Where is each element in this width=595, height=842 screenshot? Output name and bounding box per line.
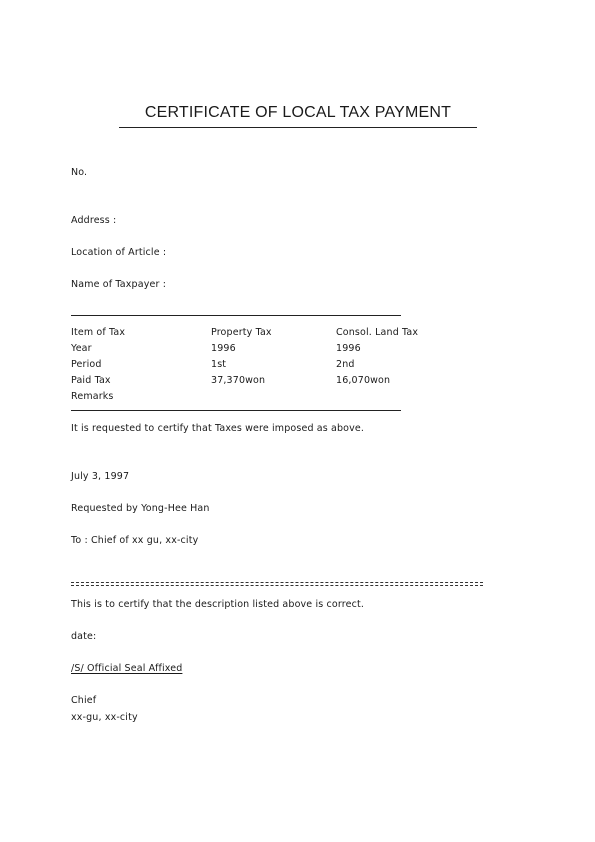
row-label-item-of-tax: Item of Tax — [71, 327, 126, 338]
section-divider — [71, 581, 483, 588]
row-label-period: Period — [71, 359, 102, 370]
land-tax-period: 2nd — [336, 359, 355, 370]
header-property-tax: Property Tax — [211, 327, 272, 338]
property-tax-year: 1996 — [211, 343, 236, 354]
document-title: CERTIFICATE OF LOCAL TAX PAYMENT — [144, 104, 452, 121]
row-label-paid-tax: Paid Tax — [71, 375, 111, 386]
title-underline — [119, 127, 477, 128]
official-office: xx-gu, xx-city — [71, 712, 138, 723]
request-statement: It is requested to certify that Taxes were imposed as above. — [71, 423, 365, 434]
certification-statement: This is to certify that the description listed above is correct. — [71, 599, 365, 610]
field-no: No. — [71, 167, 88, 178]
request-date: July 3, 1997 — [71, 471, 130, 482]
row-label-remarks: Remarks — [71, 391, 114, 402]
property-tax-period: 1st — [211, 359, 227, 370]
land-tax-paid: 16,070won — [336, 375, 391, 386]
property-tax-paid: 37,370won — [211, 375, 266, 386]
official-seal-note: /S/ Official Seal Affixed — [71, 663, 183, 674]
requested-by: Requested by Yong-Hee Han — [71, 503, 210, 514]
field-address: Address : — [71, 215, 117, 226]
field-location-of-article: Location of Article : — [71, 247, 167, 258]
land-tax-year: 1996 — [336, 343, 361, 354]
field-name-of-taxpayer: Name of Taxpayer : — [71, 279, 167, 290]
certification-date-label: date: — [71, 631, 97, 642]
table-bottom-rule — [71, 410, 401, 411]
addressed-to: To : Chief of xx gu, xx-city — [71, 535, 199, 546]
table-top-rule — [71, 315, 401, 316]
row-label-year: Year — [71, 343, 92, 354]
header-consol-land-tax: Consol. Land Tax — [336, 327, 419, 338]
official-title: Chief — [71, 695, 97, 706]
